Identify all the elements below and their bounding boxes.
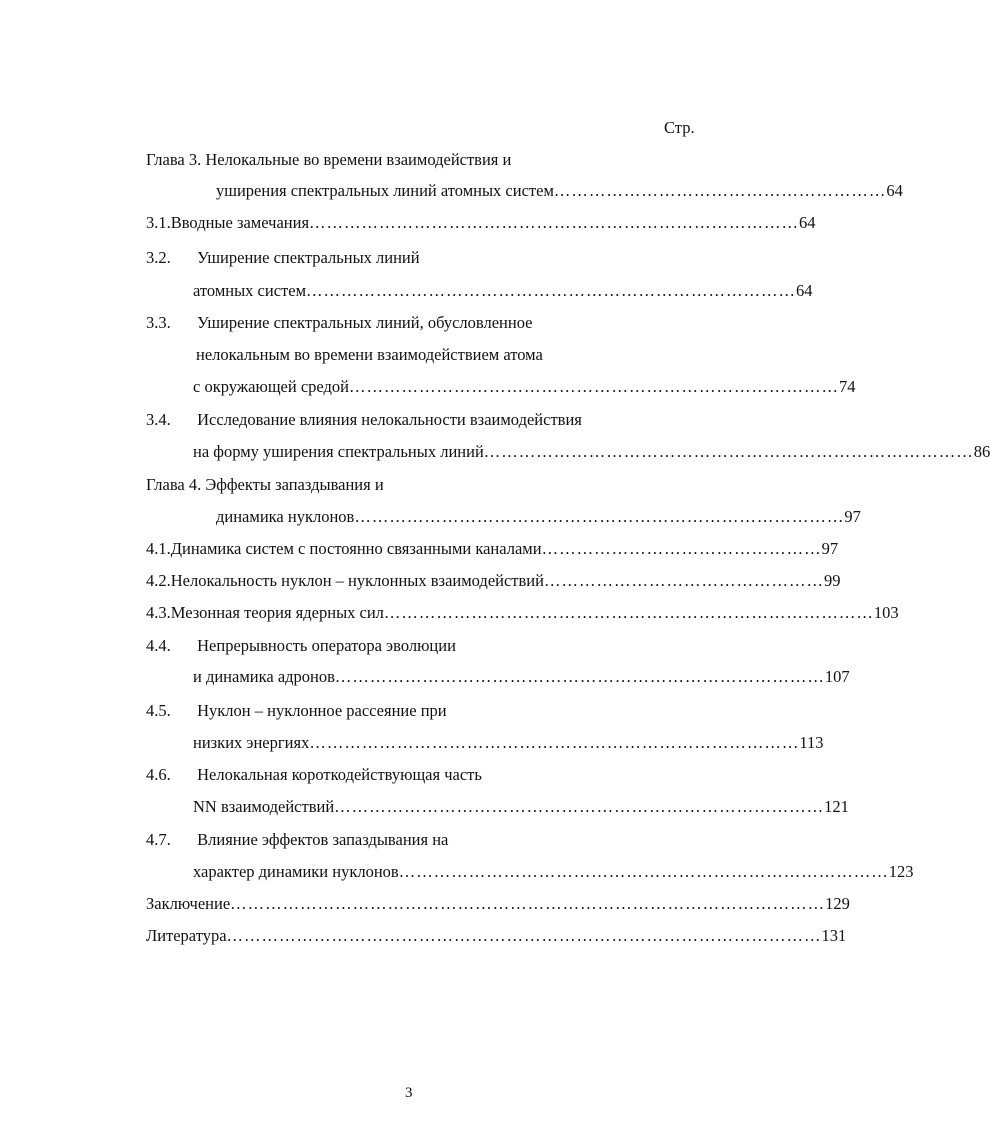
toc-entry-chapter-3[interactable]: [216, 181, 903, 201]
chapter-4-title-line-1: Глава 4. Эффекты запаздывания и: [146, 475, 384, 494]
toc-page-number: 86: [973, 442, 990, 461]
section-title: Вводные замечания: [170, 213, 310, 232]
toc-entry-3-1[interactable]: [146, 213, 816, 233]
section-number: 3.3.: [146, 313, 171, 332]
leader-dots: …………………………………………………………………………: [309, 733, 800, 752]
section-number: 3.2.: [146, 248, 171, 267]
toc-page-number: 103: [873, 603, 899, 622]
toc-entry-4-2[interactable]: [146, 571, 841, 591]
toc-page-number: 123: [888, 862, 914, 881]
section-number: 4.1.: [146, 539, 171, 558]
toc-entry-3-4[interactable]: [193, 442, 990, 462]
toc-entry-conclusion[interactable]: [146, 894, 850, 914]
page-column-label: Стр.: [664, 118, 695, 137]
toc-entry-4-6-head: [146, 765, 482, 785]
leader-dots: …………………………………………………………………………: [483, 442, 974, 461]
toc-entry-4-6[interactable]: [193, 797, 849, 817]
section-title-line-1: Нуклон – нуклонное рассеяние при: [197, 701, 447, 720]
toc-entry-literature[interactable]: [146, 926, 847, 946]
section-title-line-1: Влияние эффектов запаздывания на: [197, 830, 449, 849]
chapter-3-title-line-2: уширения спектральных линий атомных систем: [216, 181, 554, 200]
toc-entry-3-2-head: [146, 248, 420, 268]
section-title-line-2: нелокальным во времени взаимодействием атома: [196, 345, 543, 364]
section-title-line-2: и динамика адронов: [193, 667, 335, 686]
section-title-line-2: характер динамики нуклонов: [193, 862, 399, 881]
leader-dots: …………………………………………………………………………………………: [226, 926, 822, 945]
leader-dots: …………………………………………………………………………: [334, 797, 825, 816]
section-title: Заключение: [146, 894, 231, 913]
toc-entry-4-1[interactable]: [146, 539, 839, 559]
toc-page-number: 64: [886, 181, 903, 200]
toc-entry-3-4-head: [146, 410, 582, 430]
leader-dots: …………………………………………………: [553, 181, 887, 200]
toc-page-number: 121: [824, 797, 849, 816]
leader-dots: …………………………………………: [543, 571, 824, 590]
toc-entry-4-5[interactable]: [193, 733, 824, 753]
section-title-line-1: Нелокальная короткодействующая часть: [197, 765, 482, 784]
toc-page-number: 129: [825, 894, 850, 913]
section-number: 4.6.: [146, 765, 171, 784]
toc-entry-3-3[interactable]: [193, 377, 856, 397]
section-number: 4.4.: [146, 636, 171, 655]
toc-page-number: 64: [796, 281, 813, 300]
chapter-4-title-line-2: динамика нуклонов: [216, 507, 355, 526]
section-title-line-1: Исследование влияния нелокальности взаимодействия: [197, 410, 582, 429]
section-number: 4.2.: [146, 571, 171, 590]
section-title: Литература: [146, 926, 227, 945]
toc-page-number: 97: [844, 507, 861, 526]
leader-dots: …………………………………………………………………………: [334, 667, 825, 686]
toc-page-number: 97: [821, 539, 839, 558]
toc-entry-3-3-head: [146, 313, 532, 333]
section-title-line-2: низких энергиях: [193, 733, 310, 752]
leader-dots: …………………………………………………………………………: [348, 377, 839, 396]
toc-entry-4-4-head: [146, 636, 456, 656]
leader-dots: …………………………………………………………………………: [383, 603, 874, 622]
section-title: Нелокальность нуклон – нуклонных взаимодействий: [170, 571, 544, 590]
toc-page-number: 99: [823, 571, 841, 590]
section-title-line-3: с окружающей средой: [193, 377, 349, 396]
leader-dots: …………………………………………………………………………………………: [230, 894, 826, 913]
toc-entry-4-7-head: [146, 830, 448, 850]
section-title: Динамика систем с постоянно связанными каналами: [170, 539, 542, 558]
section-number: 4.3.: [146, 603, 171, 622]
section-number: 3.1.: [146, 213, 171, 232]
section-title-line-2: NN взаимодействий: [193, 797, 335, 816]
section-title: Мезонная теория ядерных сил: [170, 603, 384, 622]
section-number: 4.7.: [146, 830, 171, 849]
leader-dots: …………………………………………………………………………: [306, 281, 797, 300]
chapter-3-title-line-1: Глава 3. Нелокальные во времени взаимодействия и: [146, 150, 512, 169]
toc-page-number: 113: [799, 733, 824, 752]
toc-entry-4-7[interactable]: [193, 862, 914, 882]
section-title-line-1: Уширение спектральных линий: [197, 248, 420, 267]
toc-entry-4-4[interactable]: [193, 667, 850, 687]
leader-dots: …………………………………………………………………………: [309, 213, 800, 232]
toc-page-number: 64: [799, 213, 816, 232]
toc-page-number: 74: [838, 377, 856, 396]
toc-entry-3-2[interactable]: [193, 281, 813, 301]
section-title-line-2: атомных систем: [193, 281, 307, 300]
section-number: 3.4.: [146, 410, 171, 429]
toc-page-number: 131: [821, 926, 847, 945]
page-number: 3: [405, 1085, 413, 1101]
leader-dots: …………………………………………………………………………: [354, 507, 845, 526]
toc-entry-chapter-4[interactable]: [216, 507, 861, 527]
section-title-line-1: Непрерывность оператора эволюции: [197, 636, 456, 655]
leader-dots: …………………………………………: [541, 539, 822, 558]
section-title-line-1: Уширение спектральных линий, обусловленное: [197, 313, 533, 332]
section-title-line-2: на форму уширения спектральных линий: [193, 442, 484, 461]
toc-entry-4-5-head: [146, 701, 447, 721]
toc-page-number: 107: [824, 667, 850, 686]
toc-entry-4-3[interactable]: [146, 603, 899, 623]
section-number: 4.5.: [146, 701, 171, 720]
leader-dots: …………………………………………………………………………: [398, 862, 889, 881]
